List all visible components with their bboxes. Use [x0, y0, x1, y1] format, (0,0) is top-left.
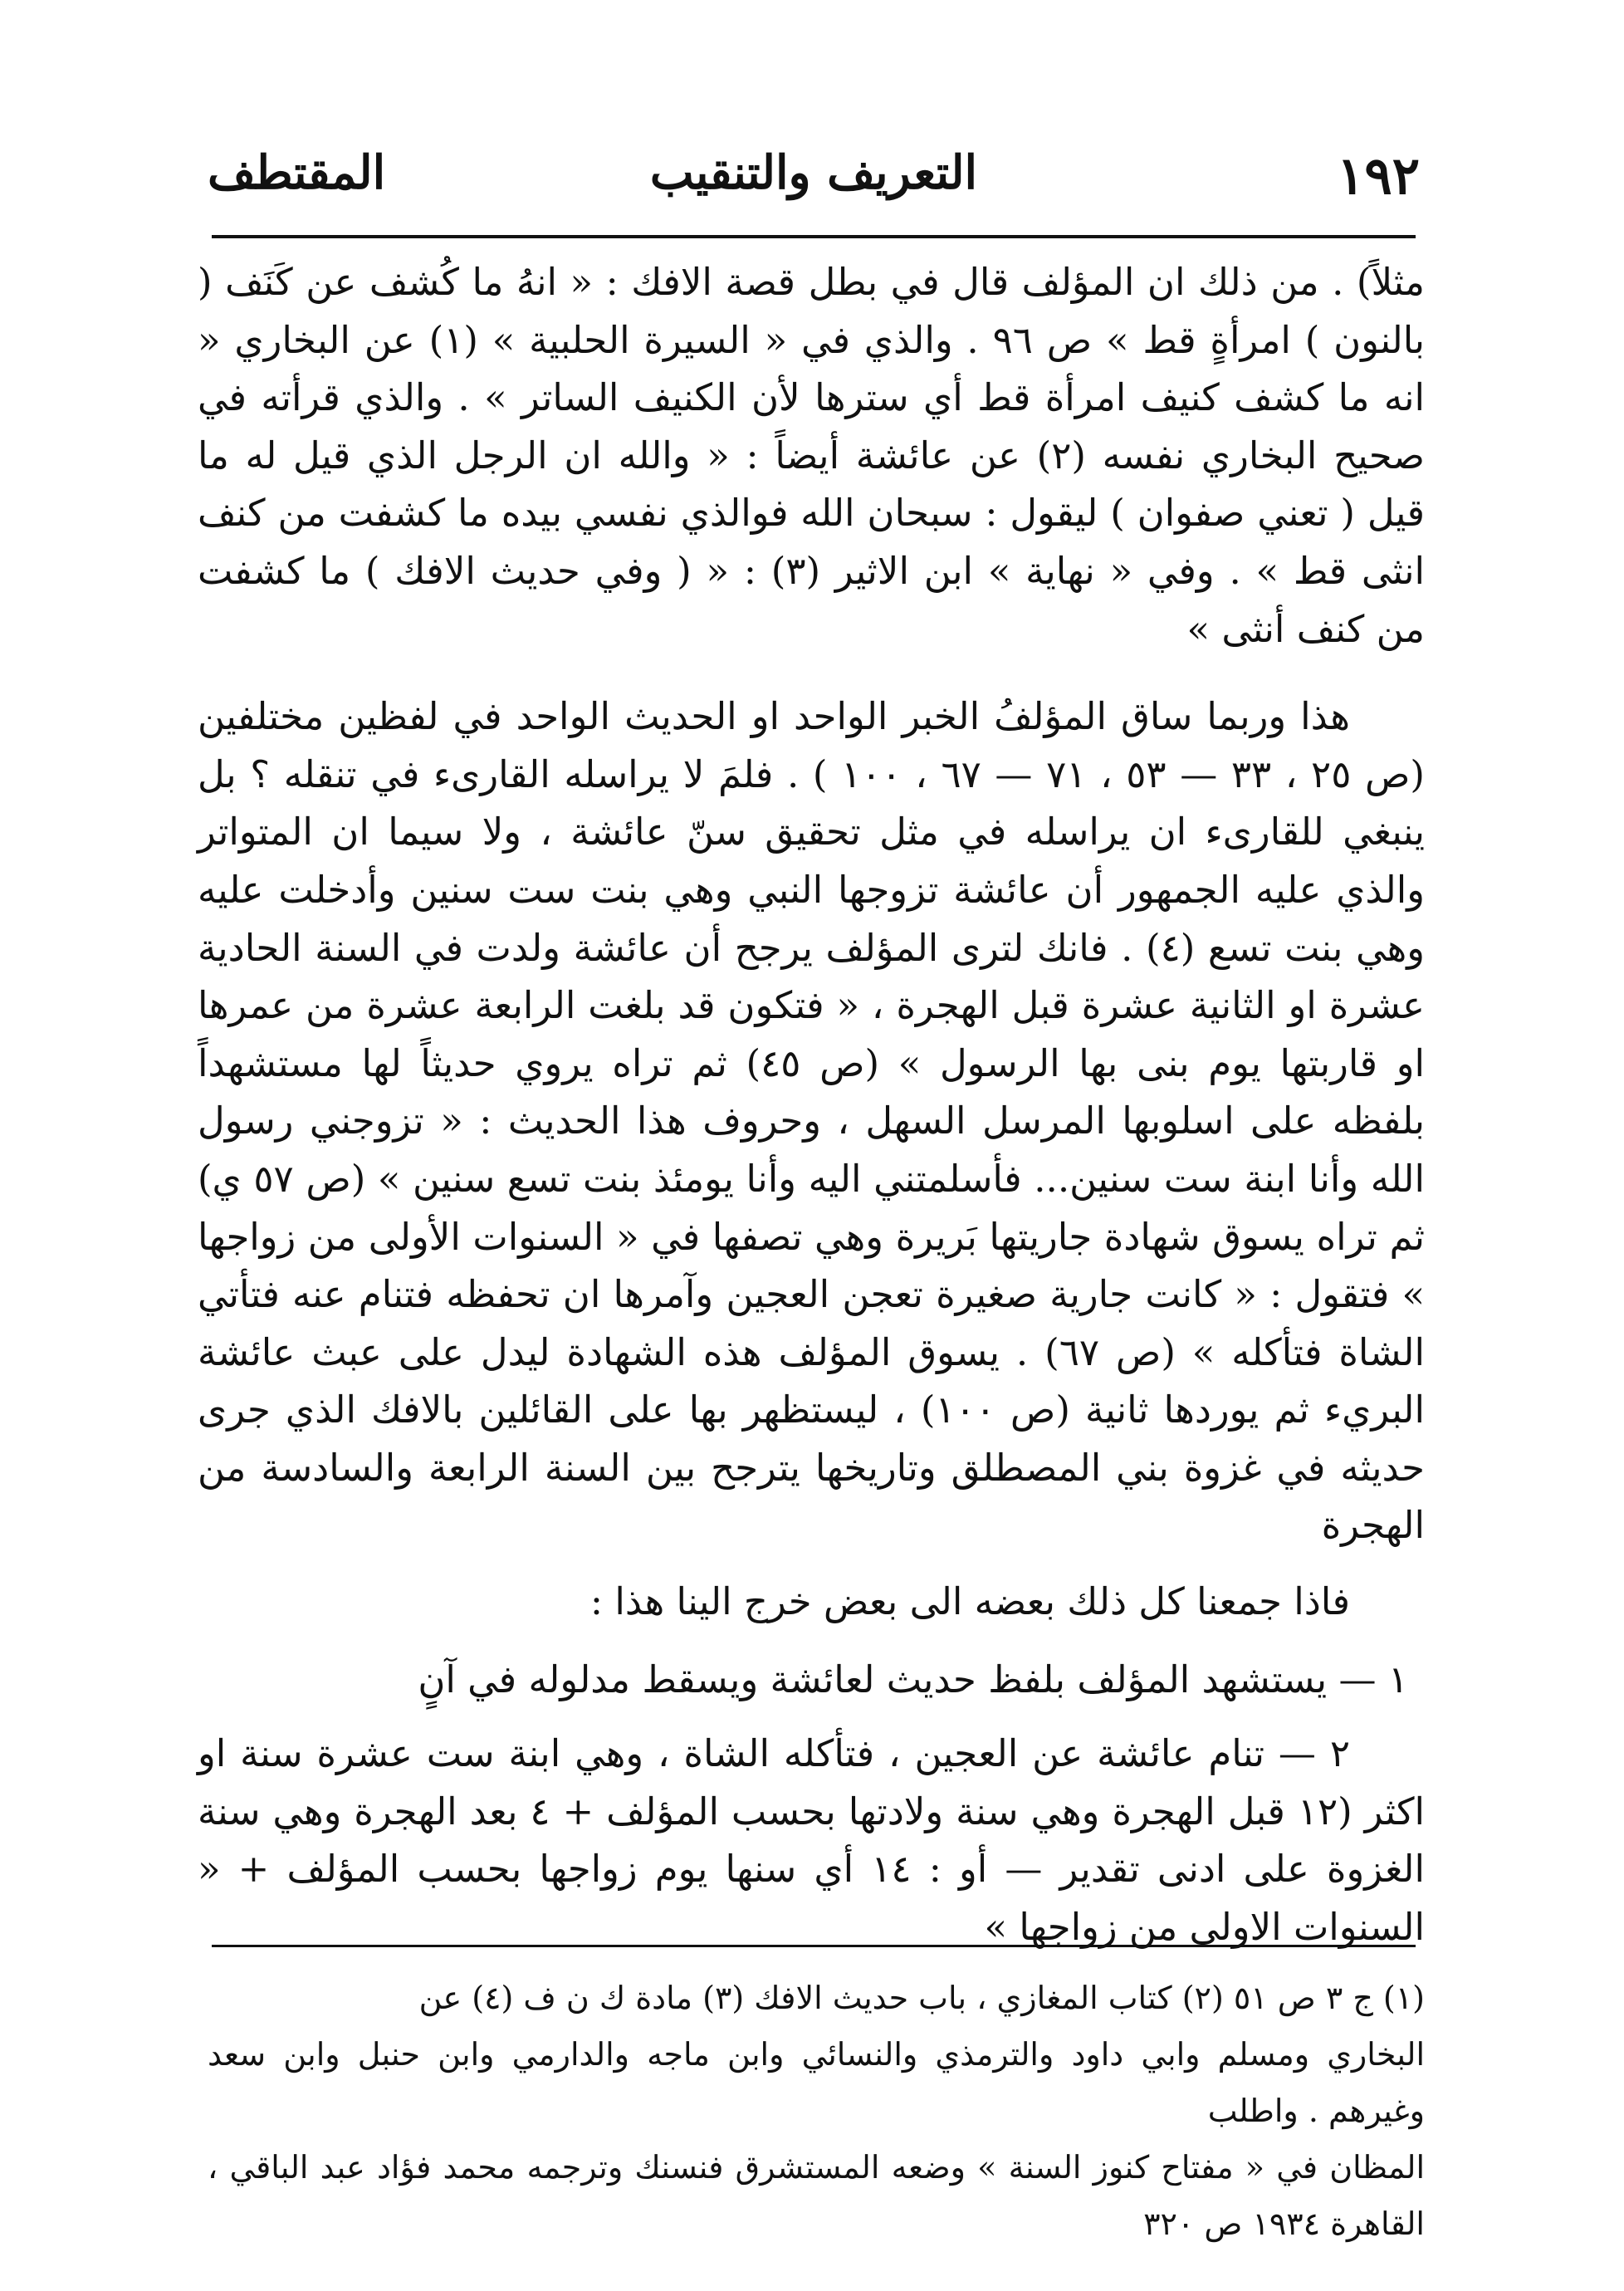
running-header [208, 145, 1420, 220]
footnotes [208, 1970, 1425, 2252]
main-text [198, 253, 1425, 1956]
footnote-line: المظان في « مفتاح كنوز السنة » وضعه المستشرق فنسنك وترجمه محمد فؤاد عبد الباقي ، القاهرة ١٩٣٤ ص ٣٢٠ [208, 2149, 1425, 2242]
page-number: ١٩٢ [1337, 145, 1420, 206]
journal-name: المقتطف [208, 145, 386, 200]
footnote-rule [212, 1945, 1416, 1947]
header-rule [212, 235, 1416, 238]
footnote-line: البخاري ومسلم وابي داود والترمذي والنسائي وابن ماجه والدارمي وابن حنبل وابن سعد وغيرهم . واطلب [208, 2036, 1425, 2129]
numbered-item: ٢ — تنام عائشة عن العجين ، فتأكله الشاة ، وهي ابنة ست عشرة سنة او اكثر (١٢ قبل الهجرة وهي سنة ولادتها بحسب المؤلف + ٤ بعد الهجرة وهي سنة الغزوة على ادنى تقدير — أو : ١٤ أي سنها يوم زواجها بحسب المؤلف + « السنوات الاولى من زواجها » [198, 1731, 1426, 1950]
paragraph: فاذا جمعنا كل ذلك بعضه الى بعض خرج الينا هذا : [589, 1579, 1350, 1624]
section-title: التعريف والتنقيب [649, 145, 978, 200]
paragraph: هذا وربما ساق المؤلفُ الخبر الواحد او الحديث الواحد في لفظين مختلفين (ص ٢٥ ، ٣٣ — ٥٣ ، ٧١ — ٦٧ ، ١٠٠ ) . فلمَ لا يراسله القارىء في تنقله ؟ بل ينبغي للقارىء ان يراسله في مثل تحقيق سنّ عائشة ، ولا سيما ان المتواتر والذي عليه الجمهور أن عائشة تزوجها النبي وهي بنت ست سنين وأدخلت عليه وهي بنت تسع (٤) . فانك لترى المؤلف يرجح أن عائشة ولدت في السنة الحادية عشرة او الثانية عشرة قبل الهجرة ، « فتكون قد بلغت الرابعة عشرة من عمرها او قاربتها يوم بنى بها الرسول » (ص ٤٥) ثم تراه يروي حديثاً لها مستشهداً بلفظه على اسلوبها المرسل السهل ، وحروف هذا الحديث : « تزوجني رسول الله وأنا ابنة ست سنين... فأسلمتني اليه وأنا يومئذ بنت تسع سنين » (ص ٥٧ ي) ثم تراه يسوق شهادة جاريتها بَريرة وهي تصفها في « السنوات الأولى من زواجها » فتقول : « كانت جارية صغيرة تعجن العجين وآمرها ان تحفظه فتنام عنه فتأتي الشاة فتأكله » (ص ٦٧) . يسوق المؤلف هذه الشهادة ليدل على عبث عائشة البريء ثم يوردها ثانية (ص ١٠٠) ، ليستظهر بها على القائلين بالافك الذي جرى حديثه في غزوة بني المصطلق وتاريخها يترجح بين السنة الرابعة والسادسة من الهجرة [198, 694, 1425, 1548]
paragraph: مثلاً) . من ذلك ان المؤلف قال في بطل قصة الافك : « انهُ ما كُشف عن كَنَف ( بالنون ) امرأةٍ قط » ص ٩٦ . والذي في « السيرة الحلبية » (١) عن البخاري « انه ما كشف كنيف امرأة قط أي سترها لأن الكنيف الساتر » . والذي قرأته في صحيح البخاري نفسه (٢) عن عائشة أيضاً : « والله ان الرجل الذي قيل له ما قيل ( تعني صفوان ) ليقول : سبحان الله فوالذي نفسي بيده ما كشفت من كنف انثى قط » . وفي « نهاية » ابن الاثير (٣) : « ( وفي حديث الافك ) ما كشفت من كنف أنثى » [198, 260, 1425, 651]
numbered-item: ١ — يستشهد المؤلف بلفظ حديث لعائشة ويسقط مدلوله في آنٍ [418, 1657, 1408, 1701]
footnote-line: (١) ج ٣ ص ٥١ (٢) كتاب المغازي ، باب حديث الافك (٣) مادة ك ن ف (٤) عن [418, 1980, 1425, 2016]
